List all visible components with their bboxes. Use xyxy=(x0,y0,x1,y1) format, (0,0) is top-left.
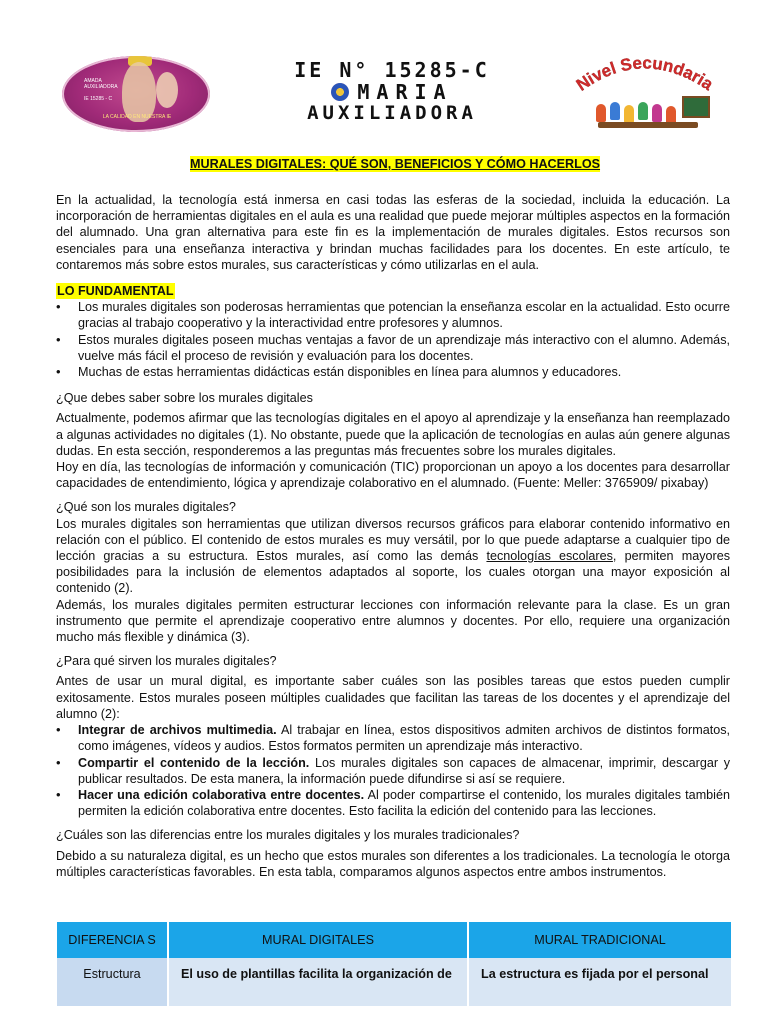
school-name xyxy=(272,60,512,123)
list-item: • Los murales digitales son poderosas herramientas que potencian la enseñanza escolar en la actualidad. Esto ocurre gracias al trabajo cooperativo y la interactividad entre profesores y alumnos. xyxy=(56,299,730,331)
list-item: • Hacer una edición colaborativa entre docentes. Al poder compartirse el contenido, los murales digitales también permiten la edición colaborativa entre docentes. Esto facilita la edición del contenido para las lecciones. xyxy=(56,787,730,819)
paragraph: Debido a su naturaleza digital, es un hecho que estos murales son diferentes a los tradicionales. La tecnología le otorga múltiples características favorables. En esta tabla, comparamos algunos aspectos entre ambos instrumentos. xyxy=(56,848,730,879)
list-item: • Compartir el contenido de la lección. Los murales digitales son capaces de almacenar, imprimir, descargar y publicar resultados. De esta manera, la información puede difundirse si así se requiere. xyxy=(56,755,730,787)
school-logo-left xyxy=(62,56,210,132)
school-emblem-icon xyxy=(331,83,349,101)
section-heading: ¿Para qué sirven los murales digitales? xyxy=(56,654,277,669)
logo-left-text-1: AMADA AUXILIADORA xyxy=(84,78,118,90)
table-cell: La estructura es fijada por el personal xyxy=(469,958,731,1006)
chalkboard-icon xyxy=(682,96,710,118)
section-what-for xyxy=(56,653,730,819)
page-header xyxy=(0,0,768,140)
fundamental-section xyxy=(56,283,730,380)
fundamental-heading: LO FUNDAMENTAL xyxy=(57,284,174,299)
school-name-line1: IE N° 15285-C xyxy=(294,58,490,82)
table-cell: El uso de plantillas facilita la organización de xyxy=(169,958,467,1006)
nivel-secundaria-label: Nivel Secundaria xyxy=(572,53,717,95)
table-header-cell: MURAL TRADICIONAL xyxy=(469,922,731,958)
section-what-are xyxy=(56,499,730,645)
paragraph: Además, los murales digitales permiten estructurar lecciones con información relevante para la clase. Es un gran instrumento que permite el aprendizaje cooperativo entre alumnos y docentes. Por ello, requiere una organización mucho más flexible y dinámica (3). xyxy=(56,597,730,645)
logo-left-text-2: IE 15285 - C xyxy=(84,96,113,102)
section-what-to-know xyxy=(56,390,730,491)
article-body xyxy=(56,192,730,880)
table-header-cell: DIFERENCIA S xyxy=(57,922,167,958)
page-title: MURALES DIGITALES: QUÉ SON, BENEFICIOS Y CÓMO HACERLOS xyxy=(190,157,601,171)
fundamental-list xyxy=(56,299,730,380)
table-header-cell: MURAL DIGITALES xyxy=(169,922,467,958)
child-figure-icon xyxy=(156,72,178,108)
school-name-line2: MARIA xyxy=(357,80,453,104)
table-cell: Estructura xyxy=(57,958,167,1006)
section-differences xyxy=(56,827,730,880)
virgin-figure-icon xyxy=(122,62,156,122)
school-name-line3: AUXILIADORA xyxy=(307,102,477,124)
classroom-illustration-icon xyxy=(594,96,704,134)
comparison-table xyxy=(55,922,733,1006)
paragraph: Antes de usar un mural digital, es importante saber cuáles son las posibles tareas que estos pueden cumplir exitosamente. Estos murales poseen múltiples cualidades que facilitan las tareas de los docentes y el aprendizaje del alumno (2): xyxy=(56,674,730,721)
section-heading: ¿Que debes saber sobre los murales digitales xyxy=(56,391,313,406)
nivel-secundaria-logo xyxy=(568,52,718,138)
list-item: • Integrar de archivos multimedia. Al trabajar en línea, estos dispositivos admiten archivos de distintos formatos, como imágenes, vídeos y audios. Estos formatos permiten un aprendizaje más interactivo. xyxy=(56,722,730,754)
section-heading: ¿Cuáles son las diferencias entre los murales digitales y los murales tradicionales? xyxy=(56,828,520,843)
uses-list xyxy=(56,722,730,819)
section-heading: ¿Qué son los murales digitales? xyxy=(56,500,236,515)
svg-text:Nivel Secundaria xyxy=(573,53,717,94)
paragraph: Los murales digitales son herramientas que utilizan diversos recursos gráficos para elaborar contenido informativo en relación con el público. El contenido de estos murales es muy versátil, por lo que puede adaptarse a cualquier tipo de lección gracias a su estructura. Estos murales, así como las demás tecnologías escolares, permiten mayores posibilidades para la inclusión de elementos adaptados al soporte, los cuales otorgan una mayor exposición al contenido (2). xyxy=(56,516,730,596)
table-row xyxy=(57,958,731,1006)
list-item: • Muchas de estas herramientas didácticas están disponibles en línea para alumnos y educadores. xyxy=(56,364,730,380)
intro-paragraph: En la actualidad, la tecnología está inmersa en casi todas las esferas de la sociedad, incluida la educación. La incorporación de herramientas digitales en el aula es una realidad que puede mejorar múltiples aspectos en la formación del alumnado. Una gran alternativa para este fin es la implementación de murales digitales. Estos recursos son esenciales para una enseñanza interactiva y brindan muchas facilidades para los docentes. En este artículo, te contaremos más sobre estos murales, sus características y cómo utilizarlas en el aula. xyxy=(56,193,730,272)
tecnologias-escolares-link[interactable]: tecnologías escolares xyxy=(486,549,613,564)
paragraph: Actualmente, podemos afirmar que las tecnologías digitales en el apoyo al aprendizaje y la enseñanza han reemplazado a algunas actividades no digitales (1). No obstante, puede que la aplicación de tecnologías en aulas aún genere algunas dudas. En esta sección, responderemos a las preguntas más frecuentes sobre los murales digitales. xyxy=(56,411,730,458)
table-header-row xyxy=(57,922,731,958)
paragraph: Hoy en día, las tecnologías de información y comunicación (TIC) proporcionan un apoyo a los docentes para desarrollar capacidades de entendimiento, lógica y aprendizaje colaborativo en el alumnado. (Fuente: Meller: 3765909/ pixabay) xyxy=(56,460,730,491)
logo-left-text-3: LA CALIDAD EN NUESTRA IE xyxy=(102,114,172,120)
list-item: • Estos murales digitales poseen muchas ventajas a favor de un aprendizaje más interactivo con el alumno. Además, vuelve más fácil el proceso de revisión y evaluación para los docentes. xyxy=(56,332,730,364)
